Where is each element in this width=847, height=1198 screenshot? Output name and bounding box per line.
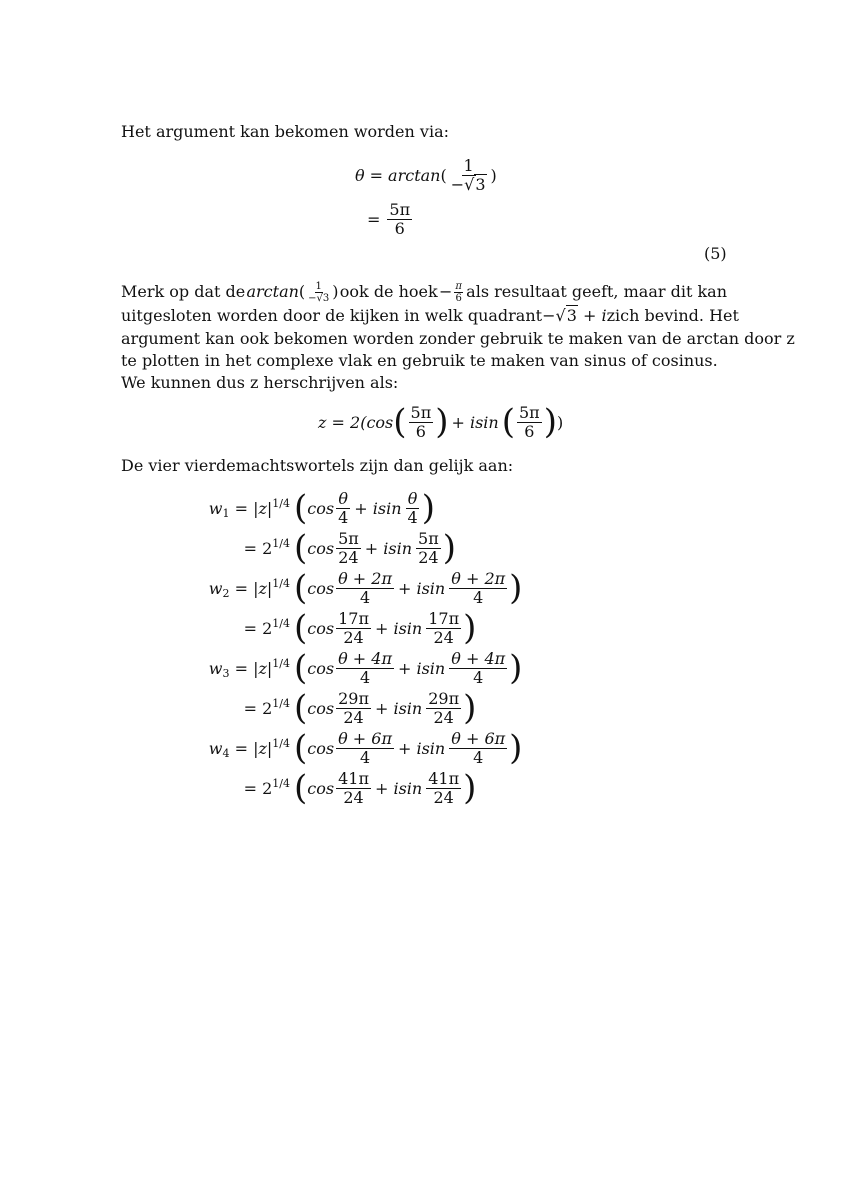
z-equation: z = 2( cos ( $\frac{5\pi}{6}$ ) + isin ( $\frac{5\pi}{6}$ ) ) — [318, 402, 564, 442]
paragraph-line-2: uitgesloten worden door de kijken in welk quadrant −√3 + i zich bevind. Het — [121, 306, 739, 325]
root-w1-line1: $w_1 = |z|^{1/4}$ ( cos $\frac{\theta}{4}$ + isin $\frac{\theta}{4}$ ) — [208, 488, 435, 528]
equals-sign: = — [369, 165, 384, 185]
paragraph-line-3: argument kan ook bekomen worden zonder gebruik te maken van de arctan door z — [121, 329, 795, 348]
paragraph — [121, 280, 795, 394]
theta-result-denominator: 6 — [394, 218, 405, 238]
z-isin: + isin — [451, 412, 499, 432]
arctan-function: arctan — [388, 165, 441, 185]
paragraph-line-4: te plotten in het complexe vlak en gebruik te maken van sinus of cosinus. — [121, 351, 718, 370]
theta-fraction — [449, 157, 489, 194]
theta-equation: θ = arctan ( $\frac{1}{-√3}$ ) = $\frac{5\pi}{6}$ — [355, 155, 497, 238]
z-lhs: z = 2( — [318, 412, 367, 432]
root-w2-line2: = $2^{1/4}$ ( cos $\frac{17\pi}{24}$ + isin $\frac{17\pi}{24}$ ) — [243, 608, 477, 648]
z-cos: cos — [366, 412, 394, 432]
root-w4-line2: = $2^{1/4}$ ( cos $\frac{41\pi}{24}$ + isin $\frac{41\pi}{24}$ ) — [243, 768, 477, 808]
theta-symbol: θ — [355, 165, 365, 185]
root-w3-line1: $w_3 = |z|^{1/4}$ ( cos $\frac{\theta + 4\pi}{4}$ + isin $\frac{\theta + 4\pi}{4}$ ) — [208, 648, 523, 688]
roots-intro: De vier vierdemachtswortels zijn dan gelijk aan: — [121, 456, 514, 475]
theta-fraction-numerator: 1 — [463, 155, 474, 175]
root-w4-line1: $w_4 = |z|^{1/4}$ ( cos $\frac{\theta + 6\pi}{4}$ + isin $\frac{\theta + 6\pi}{4}$ ) — [208, 728, 523, 768]
root-w1-line2: = $2^{1/4}$ ( cos $\frac{5\pi}{24}$ + isin $\frac{5\pi}{24}$ ) — [243, 528, 456, 568]
theta-fraction-denominator: −√3 — [450, 174, 486, 194]
equation-number: (5) — [704, 244, 727, 263]
roots-block — [180, 488, 522, 808]
intro-text: Het argument kan bekomen worden via: — [121, 122, 449, 141]
root-w3-line2: = $2^{1/4}$ ( cos $\frac{29\pi}{24}$ + isin $\frac{29\pi}{24}$ ) — [243, 688, 477, 728]
root-w2-line1: $w_2 = |z|^{1/4}$ ( cos $\frac{\theta + 2\pi}{4}$ + isin $\frac{\theta + 2\pi}{4}$ ) — [208, 568, 523, 608]
paragraph-line-1: Merk op dat de arctan( $\frac{1}{-√3}$ ) ook de hoek − $\frac{\pi}{6}$ als resultaat geeft, maar dit kan — [121, 280, 727, 304]
theta-result-fraction — [387, 201, 412, 238]
theta-result-numerator: 5π — [389, 199, 411, 219]
paragraph-line-5: We kunnen dus z herschrijven als: — [121, 373, 399, 392]
